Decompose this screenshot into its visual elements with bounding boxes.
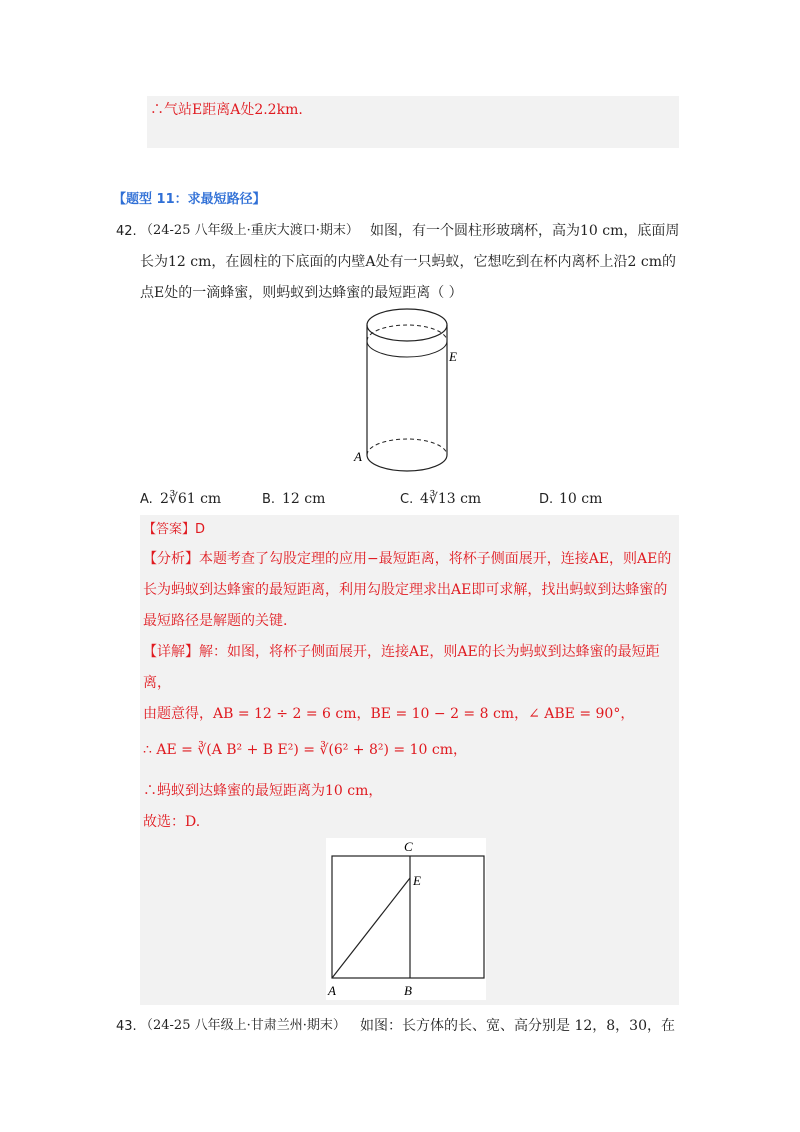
question-line-2: 长为12 cm，在圆柱的下底面的内壁A处有一只蚂蚁，它想吃到在杯内离杯上沿2 cm的 (140, 254, 676, 270)
label-b: B (404, 983, 412, 998)
label-e: E (413, 873, 421, 888)
question-43-source: （24-25 八年级上·甘肃兰州·期末） (140, 1018, 346, 1033)
question-43-number: 43. (116, 1019, 137, 1034)
question-source: （24-25 八年级上·重庆大渡口·期末） (140, 223, 359, 238)
detail-line-2: 离， (143, 675, 171, 691)
section-title: 【题型 11：求最短路径】 (113, 192, 266, 207)
question-43-text: 如图：长方体的长、宽、高分别是 12，8，30，在 (360, 1018, 675, 1034)
option-a-text: 2∛61 cm (160, 491, 222, 507)
question-line-3: 点E处的一滴蜂蜜，则蚂蚁到达蜂蜜的最短距离（ ） (140, 285, 463, 301)
unfolded-figure (326, 838, 486, 1000)
option-d-text: 10 cm (559, 491, 603, 507)
cylinder-inner-rim-back (367, 325, 447, 341)
label-a: A (328, 983, 336, 998)
cylinder-inner-rim-front (367, 341, 447, 357)
step-line-2: ∴ AE = ∛(A B² + B E²) = ∛(6² + 8²) = 10 cm， (143, 742, 467, 758)
option-c-letter: C. (400, 492, 414, 507)
step-line-3: ∴蚂蚁到达蜂蜜的最短距离为10 cm， (143, 783, 383, 799)
analysis-line-1: 【分析】本题考查了勾股定理的应用−最短距离，将杯子侧面展开，连接AE，则AE的 (143, 551, 672, 567)
analysis-line-3: 最短路径是解题的关键. (143, 613, 288, 629)
analysis-line-2: 长为蚂蚁到达蜂蜜的最短距离，利用勾股定理求出AE即可求解，找出蚂蚁到达蜂蜜的 (143, 582, 668, 598)
unfolded-rectangle (332, 856, 484, 978)
question-line-1: 如图，有一个圆柱形玻璃杯，高为10 cm，底面周 (370, 223, 680, 239)
option-d-letter: D. (539, 492, 554, 507)
label-e: E (449, 349, 457, 364)
answer-line: 【答案】D (143, 522, 206, 537)
previous-answer-conclusion: ∴气站E距离A处2.2km. (150, 102, 303, 118)
option-b-letter: B. (262, 492, 276, 507)
choose-line: 故选：D. (143, 814, 201, 830)
cylinder-figure (350, 305, 470, 475)
cylinder-bottom-front (367, 455, 447, 471)
detail-line-1: 【详解】解：如图，将杯子侧面展开，连接AE，则AE的长为蚂蚁到达蜂蜜的最短距 (143, 644, 660, 660)
option-b-text: 12 cm (282, 491, 326, 507)
label-c: C (404, 839, 413, 854)
option-c-text: 4∛13 cm (420, 491, 482, 507)
option-a-letter: A. (140, 492, 153, 507)
question-number: 42. (116, 224, 137, 239)
label-a: A (354, 449, 362, 464)
cylinder-bottom-back (367, 439, 447, 455)
segment-ae (332, 878, 410, 978)
step-line-1: 由题意得，AB = 12 ÷ 2 = 6 cm，BE = 10 − 2 = 8 cm，∠ ABE = 90°， (143, 706, 635, 722)
